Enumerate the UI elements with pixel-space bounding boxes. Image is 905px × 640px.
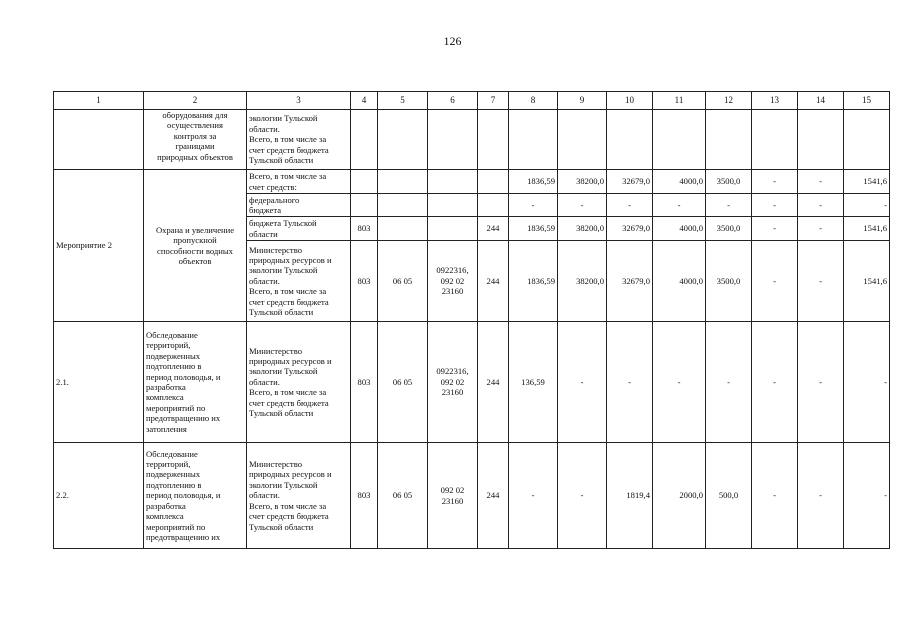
cell-value: - <box>752 241 798 322</box>
col-header: 15 <box>844 92 890 110</box>
cell-value: 803 <box>351 443 378 549</box>
cell-value: - <box>607 194 653 217</box>
cell-value: - <box>798 322 844 443</box>
cell-value: - <box>752 170 798 194</box>
cell-value: - <box>509 194 558 217</box>
col-header: 12 <box>706 92 752 110</box>
cell-value <box>351 194 378 217</box>
budget-code: 0922316, 092 02 23160 <box>436 366 469 398</box>
cell-value: 4000,0 <box>653 170 706 194</box>
cell-value: 244 <box>478 217 509 241</box>
cell-value: 38200,0 <box>558 241 607 322</box>
cell-value: 1541,6 <box>844 241 890 322</box>
executor-text: экологии Тульской области. Всего, в том числе за счет средств бюджета Тульской области <box>249 113 329 166</box>
column-number-row <box>54 92 890 110</box>
cell-value: - <box>844 443 890 549</box>
cell-value: 3500,0 <box>706 241 752 322</box>
cell-value: - <box>653 322 706 443</box>
cell-value <box>351 170 378 194</box>
cell-value: 1541,6 <box>844 170 890 194</box>
cell-value: 136,59 <box>509 322 558 443</box>
cell-value: 1836,59 <box>509 241 558 322</box>
cell-value: - <box>752 322 798 443</box>
executor-text: Министерство природных ресурсов и экологии Тульской области. Всего, в том числе за счет средств бюджета Тульской области <box>249 244 332 318</box>
cell-value: 803 <box>351 241 378 322</box>
funding-source: бюджета Тульской области <box>249 218 317 239</box>
cell-value: - <box>653 194 706 217</box>
col-header: 10 <box>607 92 653 110</box>
col-header: 8 <box>509 92 558 110</box>
page-number: 126 <box>443 34 462 48</box>
funding-source: Всего, в том числе за счет средств: <box>249 171 327 192</box>
cell-value: - <box>798 194 844 217</box>
cell-value <box>378 170 428 194</box>
cell-value: 244 <box>478 241 509 322</box>
cell-value: - <box>844 194 890 217</box>
cell-value: 38200,0 <box>558 217 607 241</box>
col-header: 13 <box>752 92 798 110</box>
cell-value: - <box>798 217 844 241</box>
table-row <box>54 110 890 170</box>
cell-value: 1836,59 <box>509 217 558 241</box>
col-header: 11 <box>653 92 706 110</box>
col-header: 2 <box>144 92 247 110</box>
cell-value: 500,0 <box>706 443 752 549</box>
col-header: 14 <box>798 92 844 110</box>
cell-value: - <box>558 443 607 549</box>
cell-value: 3500,0 <box>706 217 752 241</box>
cell-value <box>478 194 509 217</box>
cell-value: 803 <box>351 322 378 443</box>
col-header: 4 <box>351 92 378 110</box>
funding-source: федерального бюджета <box>249 194 300 215</box>
cell-value: 06 05 <box>378 443 428 549</box>
cell-value: - <box>558 322 607 443</box>
cell-value: - <box>798 443 844 549</box>
cell-value <box>428 194 478 217</box>
cell-value: - <box>752 194 798 217</box>
cell-value: - <box>706 194 752 217</box>
activity-description: Охрана и увеличение пропускной способности водных объектов <box>155 224 235 266</box>
cell-value: - <box>509 443 558 549</box>
cell-value: - <box>607 322 653 443</box>
cell-value: - <box>706 322 752 443</box>
cell-value: - <box>752 217 798 241</box>
cell-value: - <box>558 194 607 217</box>
col-header: 5 <box>378 92 428 110</box>
cell-value <box>378 217 428 241</box>
cell-value: - <box>844 322 890 443</box>
budget-code: 0922316, 092 02 23160 <box>436 265 469 297</box>
cell-value: 3500,0 <box>706 170 752 194</box>
cell-value: 803 <box>351 217 378 241</box>
activity-description: оборудования для осуществления контроля за границами природных объектов <box>157 110 233 162</box>
cell-value: 06 05 <box>378 322 428 443</box>
cell-value: 2000,0 <box>653 443 706 549</box>
table-row <box>54 170 890 194</box>
cell-value: 244 <box>478 322 509 443</box>
cell-value <box>378 194 428 217</box>
cell-value <box>428 217 478 241</box>
col-header: 3 <box>247 92 351 110</box>
table-row <box>54 443 890 549</box>
col-header: 6 <box>428 92 478 110</box>
cell-value: - <box>798 241 844 322</box>
item-number: 2.1. <box>54 322 144 443</box>
executor-text: Министерство природных ресурсов и экологии Тульской области. Всего, в том числе за счет средств бюджета Тульской области <box>249 345 332 419</box>
executor-text: Министерство природных ресурсов и экологии Тульской области. Всего, в том числе за счет средств бюджета Тульской области <box>249 459 332 532</box>
budget-table <box>53 91 890 549</box>
cell-value: 1819,4 <box>607 443 653 549</box>
cell-value: 32679,0 <box>607 217 653 241</box>
cell-value: 4000,0 <box>653 217 706 241</box>
empty-cell <box>54 110 144 170</box>
cell-value: 4000,0 <box>653 241 706 322</box>
col-header: 1 <box>54 92 144 110</box>
col-header: 9 <box>558 92 607 110</box>
item-number: 2.2. <box>54 443 144 549</box>
activity-description: Обследование территорий, подверженных подтоплению в период половодья, и разработка комплекса мероприятий по предотвращению их <box>146 448 221 542</box>
cell-value: - <box>752 443 798 549</box>
col-header: 7 <box>478 92 509 110</box>
cell-value: - <box>798 170 844 194</box>
cell-value: 244 <box>478 443 509 549</box>
cell-value: 32679,0 <box>607 170 653 194</box>
cell-value: 38200,0 <box>558 170 607 194</box>
table-row <box>54 322 890 443</box>
budget-code: 092 02 23160 <box>440 485 465 506</box>
cell-value: 1836,59 <box>509 170 558 194</box>
cell-value: 32679,0 <box>607 241 653 322</box>
cell-value: 06 05 <box>378 241 428 322</box>
activity-label: Мероприятие 2 <box>54 170 144 322</box>
activity-description: Обследование территорий, подверженных подтоплению в период половодья, и разработка комплекса мероприятий по предотвращению их затопления <box>146 329 221 434</box>
cell-value: 1541,6 <box>844 217 890 241</box>
cell-value <box>428 170 478 194</box>
cell-value <box>478 170 509 194</box>
